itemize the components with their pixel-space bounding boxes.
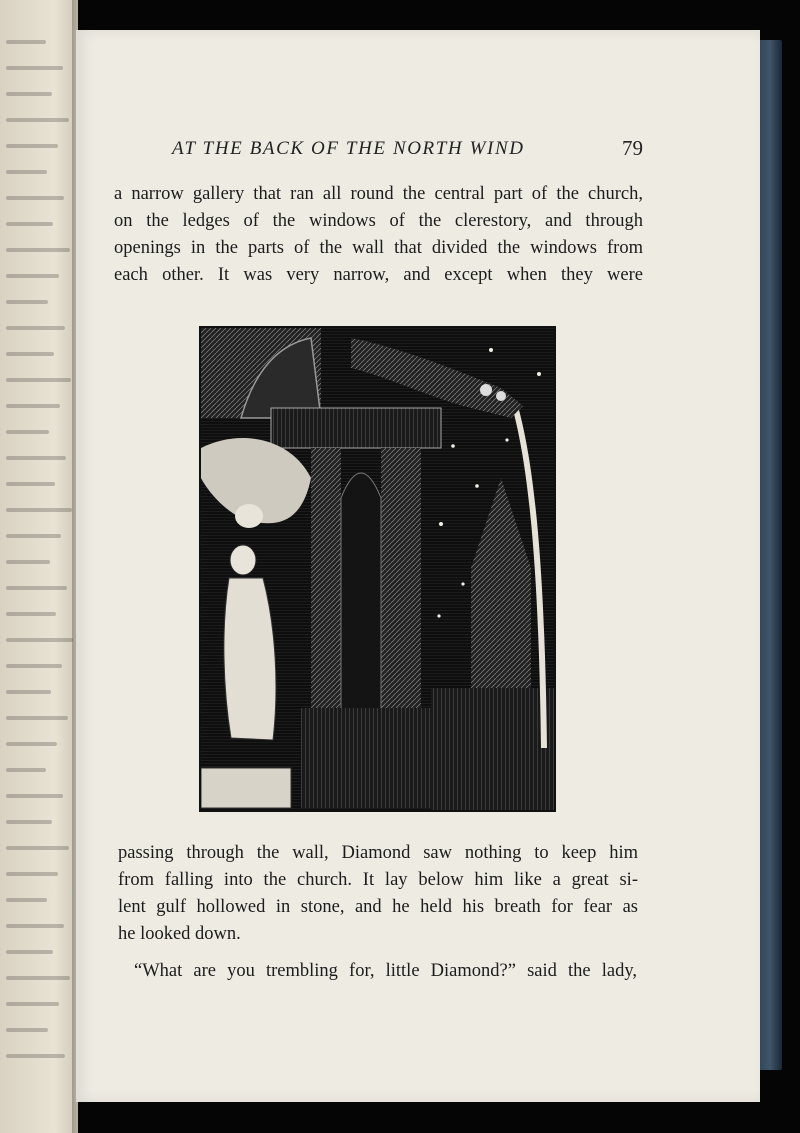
illegible-text-line <box>6 664 62 668</box>
text-line: each other. It was very narrow, and except when they were <box>114 265 643 285</box>
illegible-text-line <box>6 1054 65 1058</box>
illegible-text-line <box>6 118 69 122</box>
illegible-text-line <box>6 1028 48 1032</box>
illegible-text-line <box>6 92 52 96</box>
illegible-text-line <box>6 222 53 226</box>
text-line: openings in the parts of the wall that divided the windows from <box>114 238 643 258</box>
left-facing-page <box>0 0 78 1133</box>
illegible-text-line <box>6 612 56 616</box>
illegible-text-line <box>6 690 51 694</box>
illegible-text-line <box>6 170 47 174</box>
illegible-text-line <box>6 352 54 356</box>
illegible-text-line <box>6 846 69 850</box>
illegible-text-line <box>6 820 52 824</box>
illegible-text-line <box>6 404 60 408</box>
illegible-text-line <box>6 378 71 382</box>
illegible-text-line <box>6 924 64 928</box>
page-number: 79 <box>622 136 643 160</box>
illegible-text-line <box>6 534 61 538</box>
paragraph-dialog <box>134 958 637 985</box>
illegible-text-line <box>6 638 73 642</box>
illegible-text-line <box>6 482 55 486</box>
illegible-text-line <box>6 950 53 954</box>
illegible-text-line <box>6 196 64 200</box>
paragraph-bottom <box>118 840 638 948</box>
text-line: passing through the wall, Diamond saw nothing to keep him <box>118 843 638 863</box>
illegible-text-line <box>6 742 57 746</box>
illegible-text-line <box>6 716 68 720</box>
illegible-text-line <box>6 144 58 148</box>
illegible-text-line <box>6 430 49 434</box>
illegible-text-line <box>6 976 70 980</box>
illegible-text-line <box>6 872 58 876</box>
engraving-illustration <box>199 326 556 812</box>
illegible-text-line <box>6 274 59 278</box>
running-head: AT THE BACK OF THE NORTH WIND <box>172 138 525 159</box>
text-line: on the ledges of the windows of the clerestory, and through <box>114 211 643 231</box>
illegible-text-line <box>6 248 70 252</box>
text-line: he looked down. <box>118 924 241 944</box>
text-line: from falling into the church. It lay below him like a great si- <box>118 870 638 890</box>
illegible-text-line <box>6 586 67 590</box>
illegible-text-line <box>6 794 63 798</box>
illegible-text-line <box>6 1002 59 1006</box>
illegible-text-line <box>6 508 72 512</box>
text-line: “What are you trembling for, little Diamond?” said the lady, <box>134 961 637 981</box>
illegible-text-line <box>6 300 48 304</box>
illegible-text-line <box>6 40 46 44</box>
book-page <box>76 30 760 1102</box>
illegible-text-line <box>6 66 63 70</box>
text-line: lent gulf hollowed in stone, and he held his breath for fear as <box>118 897 638 917</box>
text-line: a narrow gallery that ran all round the central part of the church, <box>114 184 643 204</box>
illegible-text-line <box>6 560 50 564</box>
illegible-text-line <box>6 456 66 460</box>
illegible-text-line <box>6 326 65 330</box>
engraving-image <box>201 328 554 810</box>
illegible-text-line <box>6 768 46 772</box>
illegible-text-line <box>6 898 47 902</box>
paragraph-top <box>114 181 643 289</box>
